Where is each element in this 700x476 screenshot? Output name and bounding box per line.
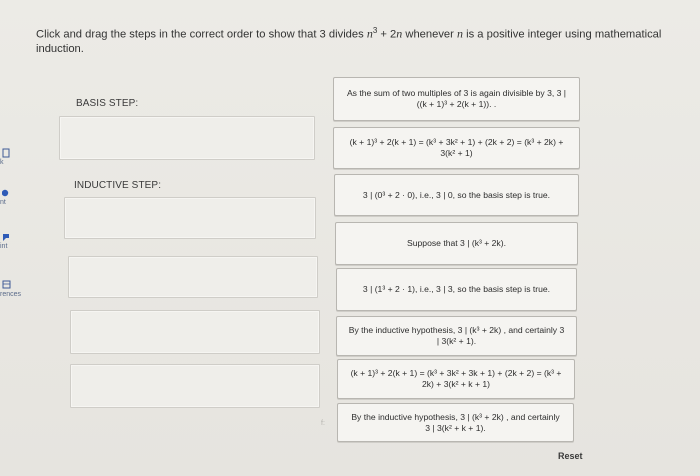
drop-zone-4[interactable]	[70, 364, 320, 408]
drop-zone-2[interactable]	[68, 256, 318, 298]
reset-button[interactable]: Reset	[558, 451, 583, 461]
doc-icon	[2, 148, 12, 158]
sidebar-item-label: rences	[0, 291, 22, 298]
prompt-text: is a positive integer using mathematical induction.	[36, 28, 662, 55]
step-card[interactable]: 3 | (1³ + 2 · 1), i.e., 3 | 3, so the basis step is true.	[336, 268, 577, 311]
prompt-var: n	[457, 26, 463, 41]
sidebar	[0, 0, 30, 476]
step-card[interactable]: By the inductive hypothesis, 3 | (k³ + 2k) , and certainly 3 | 3(k² + k + 1).	[337, 403, 574, 442]
drop-zone-basis[interactable]	[59, 116, 315, 160]
sidebar-item-print[interactable]	[0, 188, 30, 206]
inductive-step-label: INDUCTIVE STEP:	[74, 180, 162, 191]
circle-icon	[2, 188, 12, 198]
sidebar-item-references[interactable]	[0, 280, 30, 298]
drop-zone-1[interactable]	[64, 197, 316, 239]
sidebar-item-hint[interactable]	[0, 232, 30, 250]
step-card[interactable]: Suppose that 3 | (k³ + 2k).	[335, 222, 578, 265]
sidebar-item-label: nt	[0, 199, 6, 206]
faint-mark: f:	[321, 420, 325, 427]
question-prompt	[36, 24, 676, 56]
sidebar-item-label: k	[0, 159, 4, 166]
basis-step-label: BASIS STEP:	[76, 98, 139, 109]
prompt-var: n	[366, 26, 373, 41]
step-card[interactable]: (k + 1)³ + 2(k + 1) = (k³ + 3k² + 1) + (2k + 2) = (k³ + 2k) + 3(k² + 1)	[333, 127, 580, 169]
references-icon	[2, 280, 12, 290]
step-card[interactable]: By the inductive hypothesis, 3 | (k³ + 2k) , and certainly 3 | 3(k² + 1).	[336, 316, 577, 356]
prompt-var: n	[396, 26, 403, 41]
prompt-text: + 2	[377, 28, 397, 41]
prompt-exponent: 3	[372, 26, 378, 35]
step-card[interactable]: (k + 1)³ + 2(k + 1) = (k³ + 3k² + 3k + 1) + (2k + 2) = (k³ + 2k) + 3(k² + k + 1)	[337, 359, 575, 399]
step-card[interactable]: 3 | (0³ + 2 · 0), i.e., 3 | 0, so the basis step is true.	[334, 174, 579, 216]
hint-icon	[2, 232, 12, 242]
step-card[interactable]: As the sum of two multiples of 3 is again divisible by 3, 3 | ((k + 1)³ + 2(k + 1)). .	[333, 77, 580, 121]
sidebar-item-ebook[interactable]	[0, 148, 30, 166]
prompt-text: whenever	[402, 28, 457, 41]
prompt-text: Click and drag the steps in the correct order to show that 3 divides	[36, 28, 367, 41]
drop-zone-3[interactable]	[70, 310, 320, 354]
sidebar-item-label: int	[0, 243, 8, 250]
